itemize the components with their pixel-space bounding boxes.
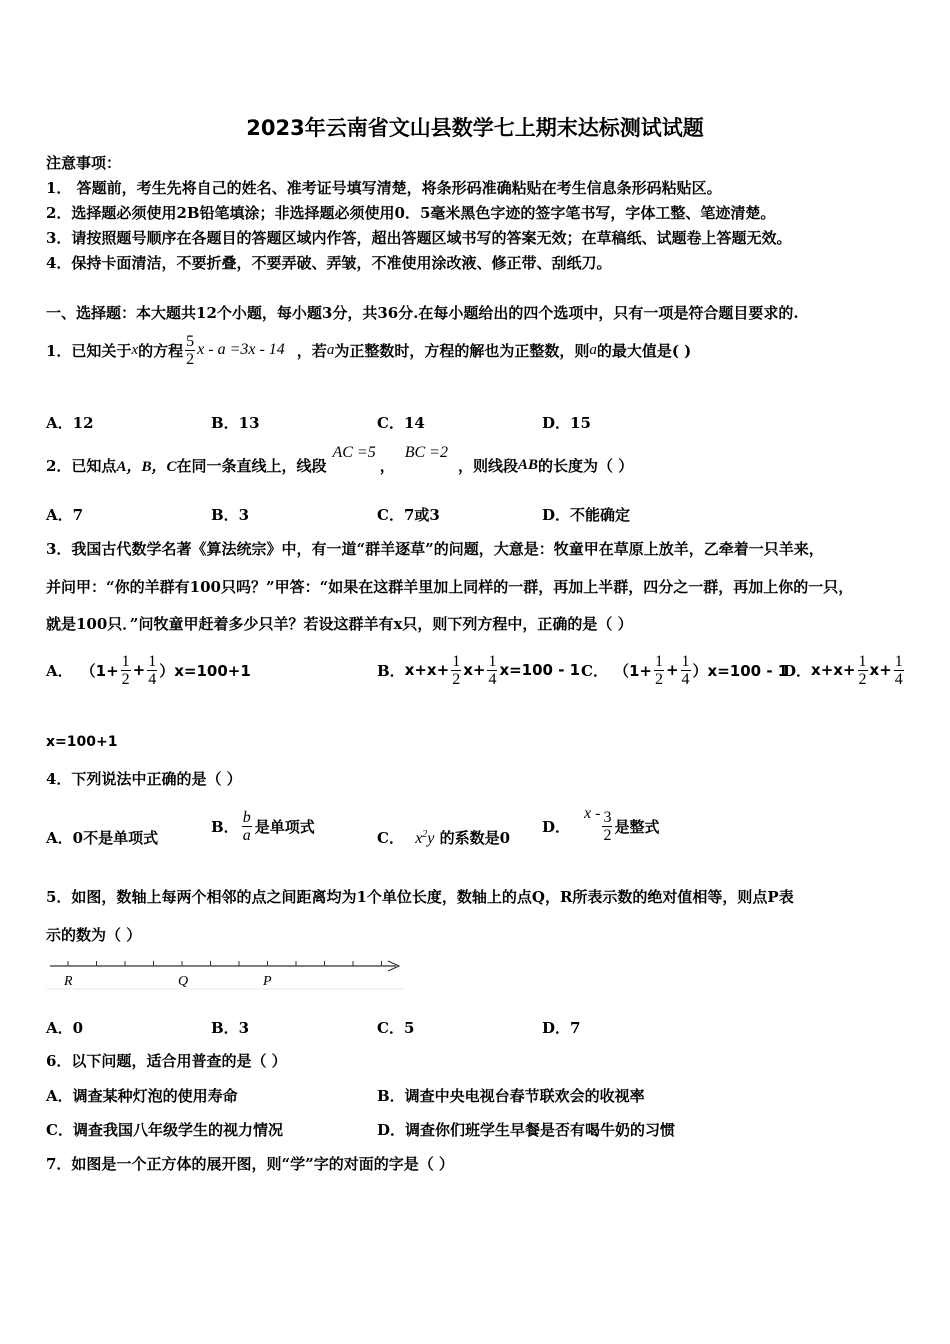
q7-stem: 7．如图是一个正方体的展开图，则“学”字的对面的字是（ ） <box>46 1155 454 1173</box>
q3-option-c <box>581 648 788 692</box>
q3-c-frac-half <box>654 653 664 688</box>
q5-line-1: 5．如图，数轴上每两个相邻的点之间距离均为1个单位长度，数轴上的点Q，R所表示数的绝对值相等，则点P表 <box>46 888 794 906</box>
q2-sep: ， <box>379 456 395 475</box>
q1-frac-den: 2 <box>186 350 195 368</box>
q1-equation: x - a =3x - 14 <box>197 341 285 358</box>
q3-option-b <box>377 648 580 692</box>
q6-stem: 6．以下问题，适合用普查的是（ ） <box>46 1052 287 1070</box>
frac-num: 1 <box>858 652 867 670</box>
q3-c-label: C． <box>581 661 608 680</box>
q2-option-d: D．不能确定 <box>542 506 631 524</box>
notice-item-4: 4．保持卡面清洁，不要折叠，不要弄破、弄皱，不准使用涂改液、修正带、刮纸刀。 <box>46 254 612 272</box>
q3-a-pre: （1+ <box>80 661 119 680</box>
q1-post3: 的最大值是( ) <box>596 341 692 360</box>
q1-option-b: B．13 <box>211 414 260 432</box>
q4-c-post: 的系数是0 <box>439 829 511 847</box>
q2-post: ，则线段 <box>457 456 518 475</box>
q3-c-plus: + <box>665 661 679 679</box>
q3-c-post: ）x=100 - 1 <box>692 661 789 680</box>
notice-item-2: 2．选择题必须使用2B铅笔填涂；非选择题必须使用0．5毫米黑色字迹的签字笔书写，字体工整、笔迹清楚。 <box>46 204 776 222</box>
frac-num: 1 <box>452 652 461 670</box>
frac-den: 2 <box>452 670 461 688</box>
q2-bc: BC =2 <box>404 444 448 461</box>
q2-end: 的长度为（ ） <box>538 456 634 475</box>
frac-den: 2 <box>603 826 612 844</box>
point-label-q: Q <box>178 974 189 989</box>
q3-a-frac-half <box>121 653 131 688</box>
q1-frac-num: 5 <box>186 332 195 350</box>
frac-num: 1 <box>121 652 130 670</box>
q2-pre: 2．已知点 <box>46 456 117 475</box>
q3-line-2: 并问甲：“你的羊群有100只吗？”甲答：“如果在这群羊里加上同样的一群，再加上半群，四分之一群，再加上你的一只， <box>46 578 854 596</box>
q4-d-frac <box>602 809 612 844</box>
q3-c-pre: （1+ <box>613 661 652 680</box>
q1-option-d: D．15 <box>542 414 591 432</box>
q4-b-label: B． <box>211 817 239 836</box>
number-line-svg <box>46 952 406 992</box>
q4-c-expr: x <box>415 830 423 847</box>
q6-option-d: D．调查你们班学生早餐是否有喝牛奶的习惯 <box>377 1121 676 1139</box>
q4-d-label: D． <box>542 817 571 836</box>
frac-num: 1 <box>894 652 903 670</box>
frac-den: 2 <box>858 670 867 688</box>
notice-heading: 注意事项： <box>46 154 122 172</box>
q2-points: A，B，C <box>116 458 177 475</box>
q4-d-expr: x - <box>584 805 601 822</box>
q3-b-frac-quarter <box>487 653 497 688</box>
frac-num: 1 <box>488 652 497 670</box>
q1-post1: ，若 <box>296 341 327 360</box>
axis-ticks <box>68 961 382 966</box>
q4-option-c <box>377 827 510 848</box>
q3-a-label: A． <box>46 661 73 680</box>
q1-option-c: C．14 <box>377 414 425 432</box>
q1-var-a2: a <box>589 341 597 358</box>
q4-option-a: A．0不是单项式 <box>46 829 159 847</box>
notice-item-1: 1． 答题前，考生先将自己的姓名、准考证号填写清楚，将条形码准确粘贴在考生信息条形码粘贴区。 <box>46 179 722 197</box>
q4-option-d <box>542 804 659 848</box>
q3-d-frac-half <box>858 653 868 688</box>
q3-d-frac-quarter <box>894 653 904 688</box>
q5-option-d: D．7 <box>542 1019 581 1037</box>
frac-den: 4 <box>894 670 903 688</box>
section-heading: 一、选择题：本大题共12个小题，每小题3分，共36分.在每小题给出的四个选项中，只有一项是符合题目要求的. <box>46 304 799 322</box>
q1-post2: 为正整数时，方程的解也为正整数，则 <box>334 341 590 360</box>
q3-c-frac-quarter <box>681 653 691 688</box>
q1-var-a: a <box>326 341 335 358</box>
q2-option-b: B．3 <box>211 506 250 524</box>
q3-b-label: B． <box>377 661 405 680</box>
q5-line-2: 示的数为（ ） <box>46 926 142 944</box>
frac-num: 3 <box>603 808 612 826</box>
q6-option-c: C．调查我国八年级学生的视力情况 <box>46 1121 283 1139</box>
q2-ac: AC =5 <box>332 444 376 461</box>
q3-d-wrap: x=100+1 <box>46 734 118 750</box>
q4-c-sup: 2 <box>422 829 428 840</box>
q4-option-b <box>211 804 315 848</box>
frac-den: 4 <box>148 670 157 688</box>
frac-den: 4 <box>681 670 690 688</box>
page-title: 2023年云南省文山县数学七上期末达标测试试题 <box>246 116 704 140</box>
q1-mid: 的方程 <box>138 341 184 360</box>
frac-num: 1 <box>654 652 663 670</box>
q3-b-post: x=100 - 1 <box>499 661 581 679</box>
q3-a-frac-quarter <box>147 653 157 688</box>
q3-a-post: ）x=100+1 <box>159 661 251 680</box>
notice-item-3: 3．请按照题号顺序在各题目的答题区域内作答，超出答题区域书写的答案无效；在草稿纸、试题卷上答题无效。 <box>46 229 792 247</box>
point-label-r: R <box>64 974 73 989</box>
q3-option-d <box>783 648 906 692</box>
q3-option-a <box>46 648 251 692</box>
frac-num: 1 <box>681 652 690 670</box>
q3-line-1: 3．我国古代数学名著《算法统宗》中，有一道“群羊逐草”的问题，大意是：牧童甲在草原上放羊，乙牵着一只羊来， <box>46 540 824 558</box>
q2-option-a: A．7 <box>46 506 84 524</box>
q1-pre: 1．已知关于 <box>46 341 132 360</box>
frac-num: b <box>242 808 251 826</box>
frac-num: 1 <box>148 652 157 670</box>
q4-c-y: y <box>427 830 435 847</box>
q1-fraction <box>185 333 195 368</box>
q4-stem: 4．下列说法中正确的是（ ） <box>46 770 242 788</box>
point-label-p: P <box>263 974 272 989</box>
q3-d-mid: x+ <box>869 661 892 679</box>
q1-var-x: x <box>131 341 139 358</box>
q6-option-a: A．调查某种灯泡的使用寿命 <box>46 1087 238 1105</box>
q2-mid: 在同一条直线上，线段 <box>176 456 327 475</box>
frac-den: a <box>242 826 251 844</box>
number-line-figure <box>46 952 406 992</box>
q5-option-c: C．5 <box>377 1019 415 1037</box>
frac-den: 2 <box>121 670 130 688</box>
q3-a-plus: + <box>132 661 146 679</box>
q3-b-mid: x+ <box>463 661 486 679</box>
q1-option-a: A．12 <box>46 414 94 432</box>
frac-den: 2 <box>654 670 663 688</box>
q6-option-b: B．调查中央电视台春节联欢会的收视率 <box>377 1087 645 1105</box>
q3-b-frac-half <box>451 653 461 688</box>
q4-d-post: 是整式 <box>614 817 660 836</box>
q5-option-a: A．0 <box>46 1019 84 1037</box>
q3-d-pre: x+x+ <box>811 661 856 679</box>
q2-ab: AB <box>518 456 539 473</box>
q3-line-3: 就是100只．”问牧童甲赶着多少只羊？若设这群羊有x只，则下列方程中，正确的是（ ） <box>46 615 633 633</box>
question-2 <box>46 444 633 486</box>
frac-den: 4 <box>488 670 497 688</box>
q4-b-frac <box>242 809 252 844</box>
q5-option-b: B．3 <box>211 1019 250 1037</box>
question-1 <box>46 329 691 371</box>
q3-d-label: D． <box>783 661 812 680</box>
q3-b-pre: x+x+ <box>404 661 450 679</box>
q4-b-post: 是单项式 <box>254 817 315 836</box>
q4-c-label: C． <box>377 829 404 847</box>
q2-option-c: C．7或3 <box>377 506 440 524</box>
